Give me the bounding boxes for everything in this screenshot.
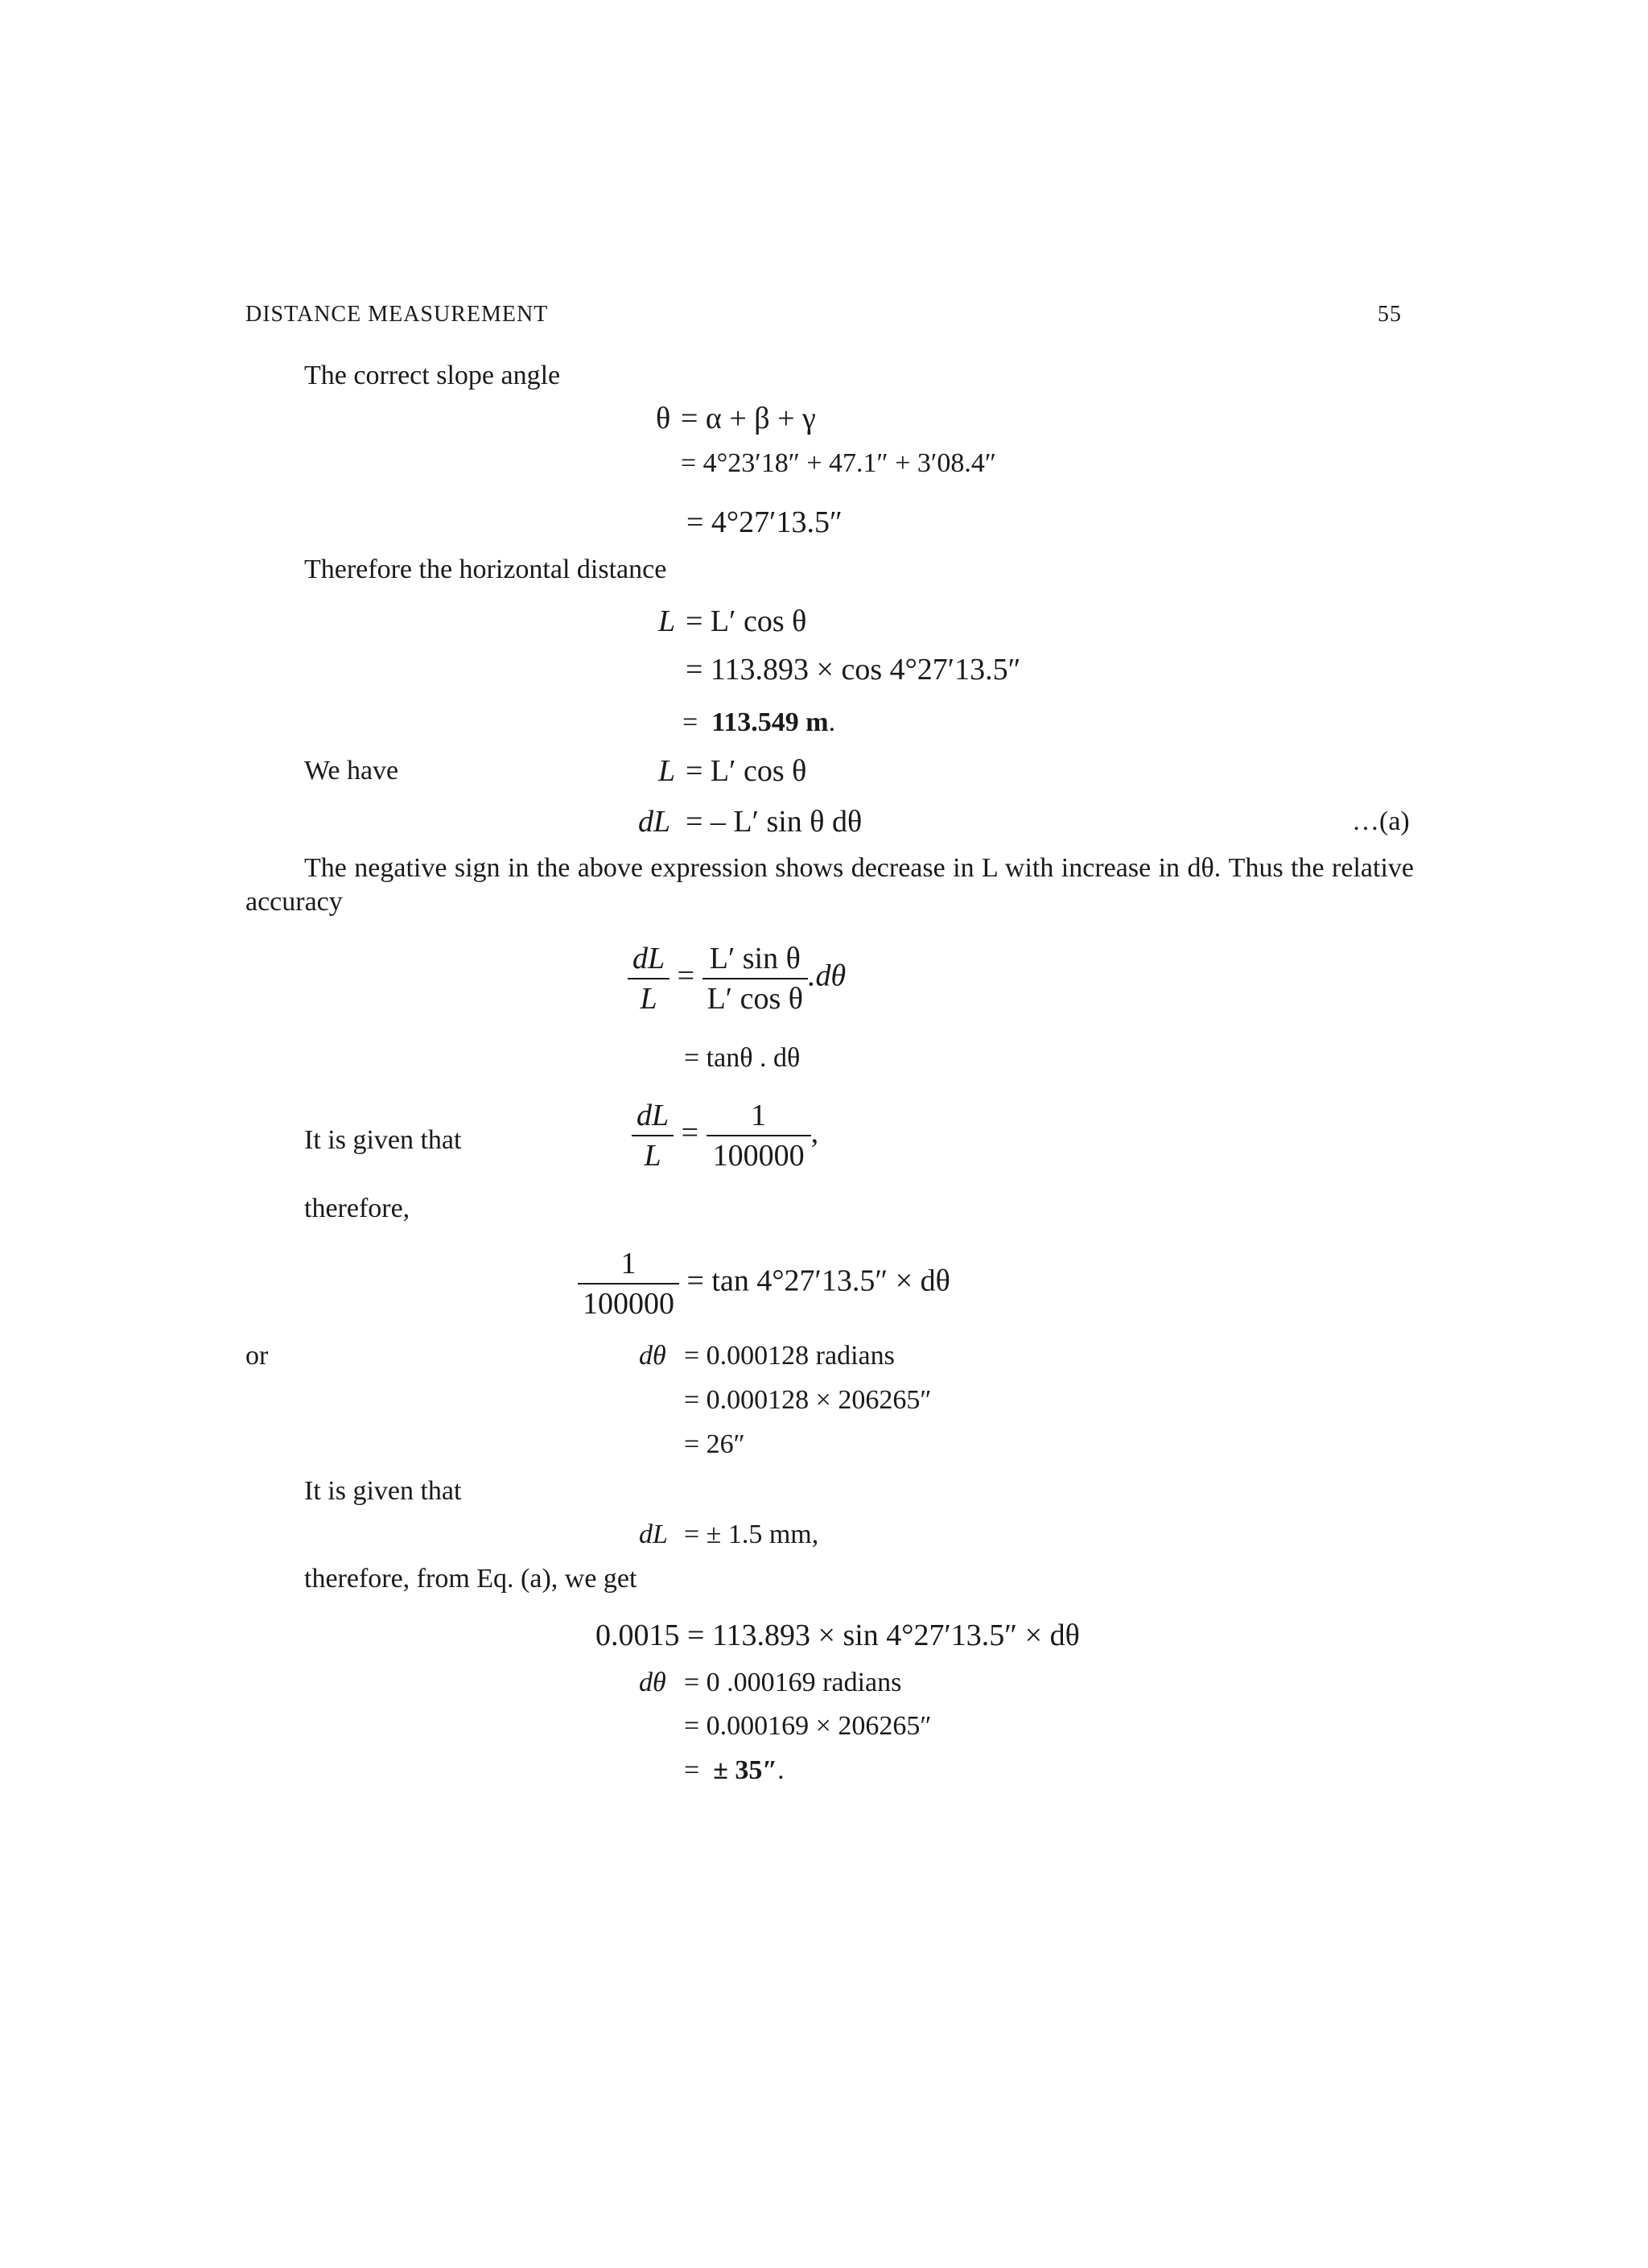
derivative-eq2-lhs: dL: [638, 805, 671, 839]
fraction-denominator: 100000: [712, 1139, 805, 1173]
horizontal-eq3: [682, 707, 835, 739]
slope-eq1: = α + β + γ: [681, 402, 816, 435]
comma: ,: [810, 1115, 819, 1150]
relative-accuracy-right-fraction: [702, 939, 808, 1018]
result1-eq3: = 26″: [684, 1429, 745, 1459]
therefore1-fraction: [578, 1244, 679, 1323]
therefore2-eq4: [684, 1755, 785, 1787]
therefore2-eq4-suffix: .: [777, 1755, 785, 1785]
fraction-numerator: L′ sin θ: [702, 939, 808, 979]
page-number: 55: [1378, 302, 1402, 327]
therefore2-text: therefore, from Eq. (a), we get: [304, 1564, 637, 1594]
horizontal-eq1-rhs: = L′ cos θ: [686, 604, 807, 638]
derivative-eq1-rhs: = L′ cos θ: [686, 754, 807, 788]
given2-rhs: = ± 1.5 mm,: [684, 1520, 819, 1549]
negative-sign-paragraph: The negative sign in the above expression shows decrease in L with increase in dθ. Thus the relative accuracy: [245, 853, 1414, 917]
given1-left-fraction: [632, 1096, 674, 1175]
given2-intro: It is given that: [304, 1476, 462, 1506]
relative-accuracy-suffix: .dθ: [807, 959, 847, 993]
slope-eq3: = 4°27′13.5″: [686, 505, 843, 539]
therefore2-eq3: = 0.000169 × 206265″: [684, 1711, 932, 1741]
horizontal-eq2: = 113.893 × cos 4°27′13.5″: [686, 653, 1021, 687]
fraction-numerator: 1: [707, 1096, 811, 1136]
relative-accuracy-left-fraction: [628, 939, 670, 1018]
given2-lhs: dL: [639, 1520, 668, 1549]
derivative-intro: We have: [304, 756, 399, 786]
therefore1-rhs: = tan 4°27′13.5″ × dθ: [686, 1264, 950, 1298]
given1-intro: It is given that: [304, 1125, 462, 1155]
slope-intro: The correct slope angle: [304, 361, 561, 390]
result1-eq2: = 0.000128 × 206265″: [684, 1385, 932, 1415]
relative-accuracy-eq2: = tanθ . dθ: [684, 1043, 801, 1073]
running-title: DISTANCE MEASUREMENT: [245, 302, 549, 327]
given1-equation: [632, 1096, 818, 1175]
equation-label-a: …(a): [1352, 806, 1410, 836]
slope-eq2: = 4°23′18″ + 47.1″ + 3′08.4″: [681, 448, 996, 478]
therefore1-equation: [578, 1244, 950, 1323]
slope-lhs: θ: [656, 402, 671, 435]
derivative-eq2-rhs: = – L′ sin θ dθ: [686, 805, 863, 839]
horizontal-eq3-suffix: .: [828, 707, 836, 737]
therefore2-lhs: dθ: [639, 1668, 666, 1697]
given1-right-fraction: [707, 1096, 811, 1175]
result1-lhs: dθ: [639, 1341, 666, 1371]
horizontal-result: 113.549 m: [711, 707, 829, 737]
horizontal-intro: Therefore the horizontal distance: [304, 555, 667, 584]
fraction-numerator: dL: [632, 1096, 674, 1136]
therefore1-text: therefore,: [304, 1194, 410, 1223]
equals-sign: =: [681, 1115, 699, 1150]
fraction-denominator: L′ cos θ: [707, 982, 803, 1016]
fraction-numerator: dL: [628, 939, 670, 979]
relative-accuracy-equation: [628, 939, 846, 1018]
horizontal-eq1-lhs: L: [658, 604, 676, 638]
therefore2-eq4-prefix: =: [684, 1755, 700, 1785]
fraction-denominator: L: [640, 982, 657, 1016]
or-word: or: [245, 1341, 269, 1371]
final-result: ± 35″: [713, 1755, 778, 1785]
therefore2-eq1: 0.0015 = 113.893 × sin 4°27′13.5″ × dθ: [595, 1619, 1080, 1652]
fraction-denominator: L: [644, 1139, 661, 1173]
result1-eq1: = 0.000128 radians: [684, 1341, 895, 1371]
horizontal-eq3-prefix: =: [682, 707, 698, 737]
equals-sign: =: [677, 959, 695, 993]
fraction-numerator: 1: [578, 1244, 679, 1285]
derivative-eq1-lhs: L: [658, 754, 676, 788]
fraction-denominator: 100000: [583, 1287, 674, 1321]
therefore2-eq2: = 0 .000169 radians: [684, 1668, 902, 1697]
